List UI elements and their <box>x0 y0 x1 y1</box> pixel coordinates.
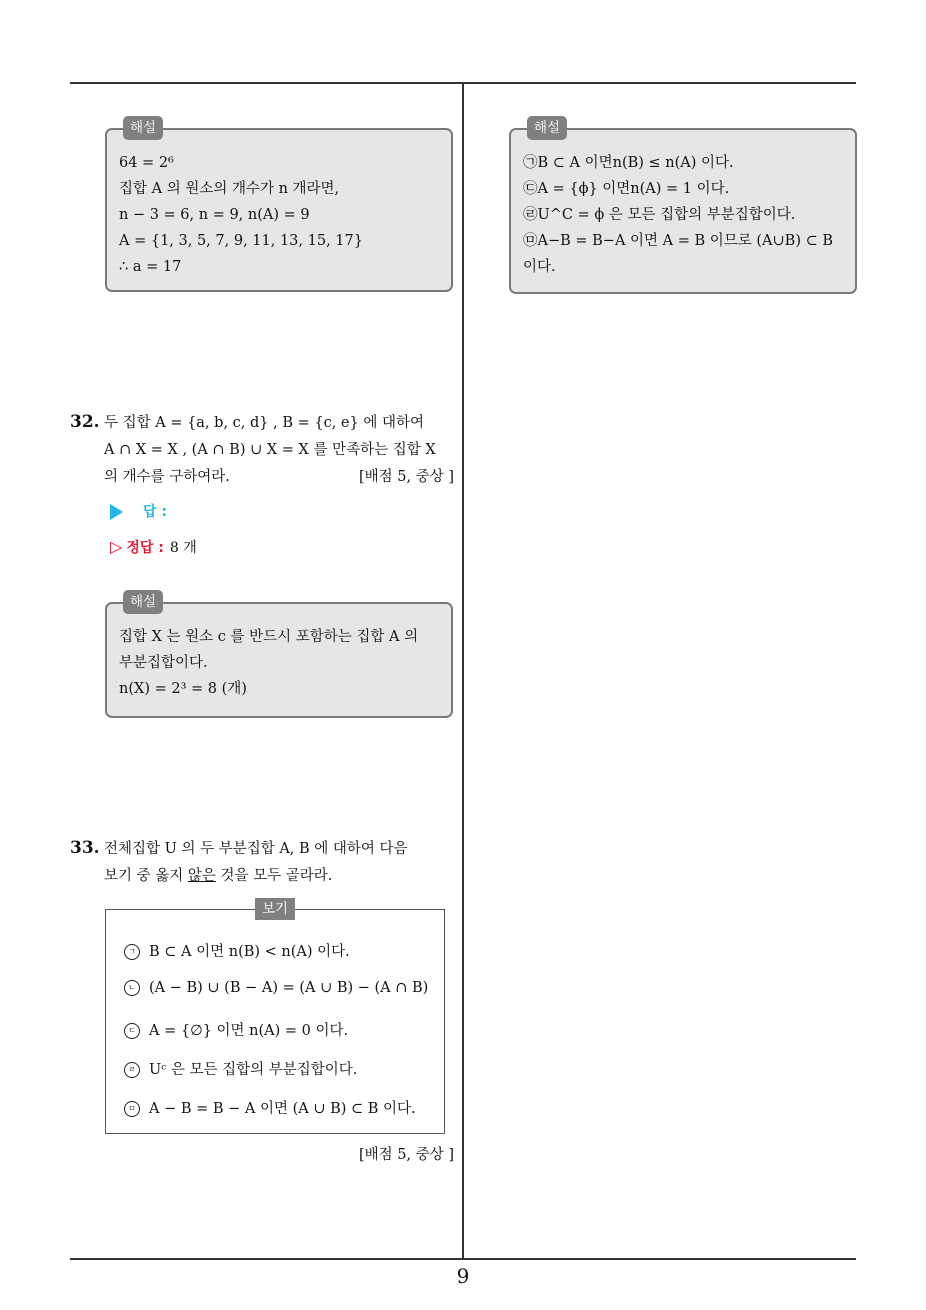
question-32-line: 의 개수를 구하여라. <box>104 469 230 485</box>
bogi-item-text: B ⊂ A 이면 n(B) < n(A) 이다. <box>149 944 350 960</box>
column-divider <box>462 82 464 1258</box>
bogi-item-text: A − B = B − A 이면 (A ∪ B) ⊂ B 이다. <box>149 1101 416 1117</box>
question-33-text <box>104 836 456 890</box>
explanation-tag: 해설 <box>527 116 567 140</box>
bogi-item-text: A = {∅} 이면 n(A) = 0 이다. <box>149 1023 349 1039</box>
explanation-tag: 해설 <box>123 590 163 614</box>
explanation-line: 이다. <box>523 259 556 275</box>
circled-letter-icon: ㄱ <box>124 944 140 960</box>
question-33-text-part: 것을 모두 골라라. <box>215 868 333 884</box>
explanation-line: 부분집합이다. <box>119 655 208 671</box>
circled-letter-icon: ㄴ <box>124 980 140 996</box>
correct-label: 정답 : <box>126 540 164 556</box>
question-33-line <box>104 863 456 890</box>
correct-answer-row <box>110 537 197 557</box>
explanation-line: A = {1, 3, 5, 7, 9, 11, 13, 15, 17} <box>119 233 363 249</box>
explanation-line: 64 = 2⁶ <box>119 155 174 171</box>
explanation-box-31 <box>105 120 453 292</box>
circled-letter-icon: ㄷ <box>124 1023 140 1039</box>
question-33-emphasis: 않은 <box>187 868 216 884</box>
question-33-number: 33. <box>70 838 100 858</box>
explanation-tag: 해설 <box>123 116 163 140</box>
explanation-line: ∴ a = 17 <box>119 259 182 275</box>
circled-letter-icon: ㅁ <box>124 1101 140 1117</box>
question-33-line: 전체집합 U 의 두 부분집합 A, B 에 대하여 다음 <box>104 841 408 857</box>
bogi-item <box>124 980 428 996</box>
correct-value: 8 개 <box>169 540 197 556</box>
explanation-line: n − 3 = 6, n = 9, n(A) = 9 <box>119 207 310 223</box>
question-32-score: [배점 5, 중상 ] <box>358 469 454 485</box>
explanation-line: ㉣U^C = ϕ 은 모든 집합의 부분집합이다. <box>523 207 796 223</box>
circled-letter-icon: ㄹ <box>124 1062 140 1078</box>
explanation-line: n(X) = 2³ = 8 (개) <box>119 681 247 697</box>
bogi-item <box>124 1058 357 1079</box>
bogi-item <box>124 1019 348 1040</box>
answer-label: 답 : <box>143 504 167 520</box>
explanation-line: 집합 A 의 원소의 개수가 n 개라면, <box>119 181 340 197</box>
outline-arrow-icon: ▷ <box>110 537 123 556</box>
question-33-text-part: 보기 중 옳지 <box>104 868 188 884</box>
bogi-item-text: (A − B) ∪ (B − A) = (A ∪ B) − (A ∩ B) <box>149 980 429 996</box>
bogi-item-text: Uᶜ 은 모든 집합의 부분집합이다. <box>149 1062 358 1078</box>
question-32-number: 32. <box>70 412 100 432</box>
question-32-line: A ∩ X = X , (A ∩ B) ∪ X = X 를 만족하는 집합 X <box>104 442 436 458</box>
bogi-tag: 보기 <box>255 898 295 920</box>
explanation-box-32 <box>105 594 453 718</box>
page-number: 9 <box>456 1264 470 1288</box>
explanation-line: ㉤A−B = B−A 이면 A = B 이므로 (A∪B) ⊂ B <box>523 233 833 249</box>
answer-row <box>110 501 167 521</box>
question-32-line: 두 집합 A = {a, b, c, d} , B = {c, e} 에 대하여 <box>104 415 424 431</box>
play-arrow-icon <box>110 504 123 520</box>
bogi-item <box>124 940 350 961</box>
question-33-score: [배점 5, 중상 ] <box>358 1147 454 1163</box>
bogi-box <box>105 901 445 1134</box>
bottom-rule <box>70 1258 856 1260</box>
explanation-line: 집합 X 는 원소 c 를 반드시 포함하는 집합 A 의 <box>119 629 419 645</box>
explanation-box-right <box>509 120 857 294</box>
explanation-line: ㉢A = {ϕ} 이면n(A) = 1 이다. <box>523 181 730 197</box>
explanation-line: ㉠B ⊂ A 이면n(B) ≤ n(A) 이다. <box>523 155 734 171</box>
bogi-item <box>124 1097 416 1118</box>
